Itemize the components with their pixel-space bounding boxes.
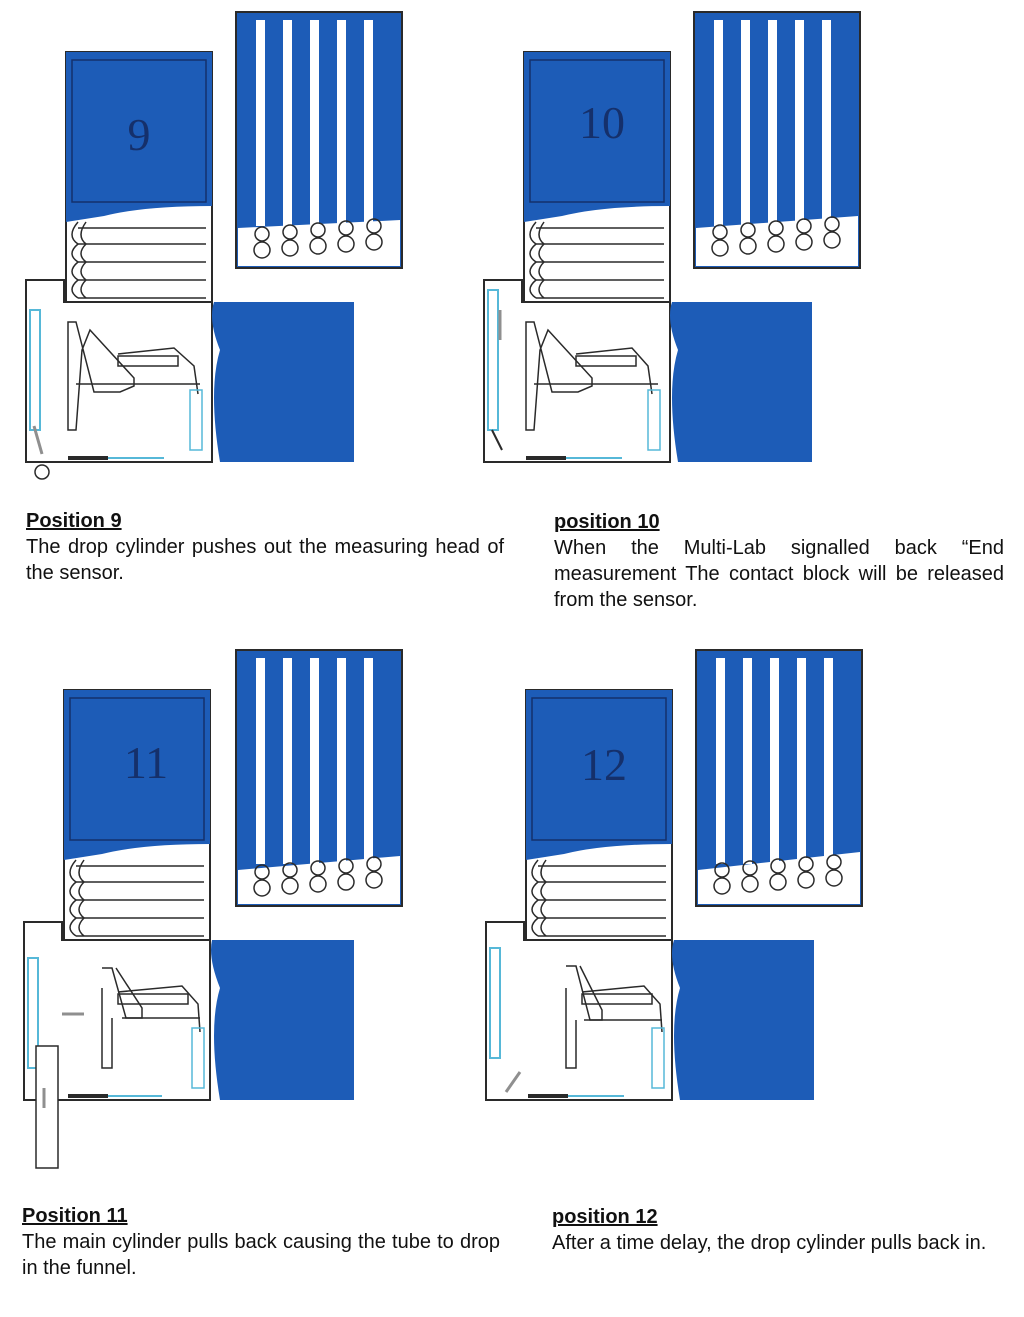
caption-text: The drop cylinder pushes out the measuring head of the sensor. [26, 536, 504, 584]
caption-position-12 [552, 1204, 1004, 1256]
figure-position-11 [22, 648, 362, 1168]
machine-diagram [482, 10, 822, 490]
position-number: 10 [579, 97, 625, 148]
caption-position-10 [554, 509, 1004, 613]
figure-position-12 [484, 648, 824, 1128]
position-number: 9 [127, 109, 151, 160]
caption-text: When the Multi-Lab signalled back “End measurement The contact block will be released from the sensor. [554, 537, 1004, 611]
funnel [36, 1046, 58, 1168]
caption-title: position 10 [554, 511, 660, 533]
base-frame [26, 280, 212, 462]
figure-position-9 [24, 10, 364, 490]
figure-position-10 [482, 10, 822, 490]
blue-block [212, 302, 354, 462]
caption-text: The main cylinder pulls back causing the tube to drop in the funnel. [22, 1231, 500, 1279]
machine-diagram [24, 10, 364, 490]
position-number: 12 [581, 739, 627, 790]
machine-diagram [484, 648, 824, 1128]
caption-position-11 [22, 1203, 500, 1281]
caption-title: Position 9 [26, 510, 122, 532]
position-number: 11 [123, 737, 169, 788]
caption-text: After a time delay, the drop cylinder pulls back in. [552, 1232, 987, 1254]
caption-position-9 [26, 508, 504, 586]
machine-diagram [22, 648, 362, 1168]
caption-title: Position 11 [22, 1205, 128, 1227]
caption-title: position 12 [552, 1206, 658, 1228]
